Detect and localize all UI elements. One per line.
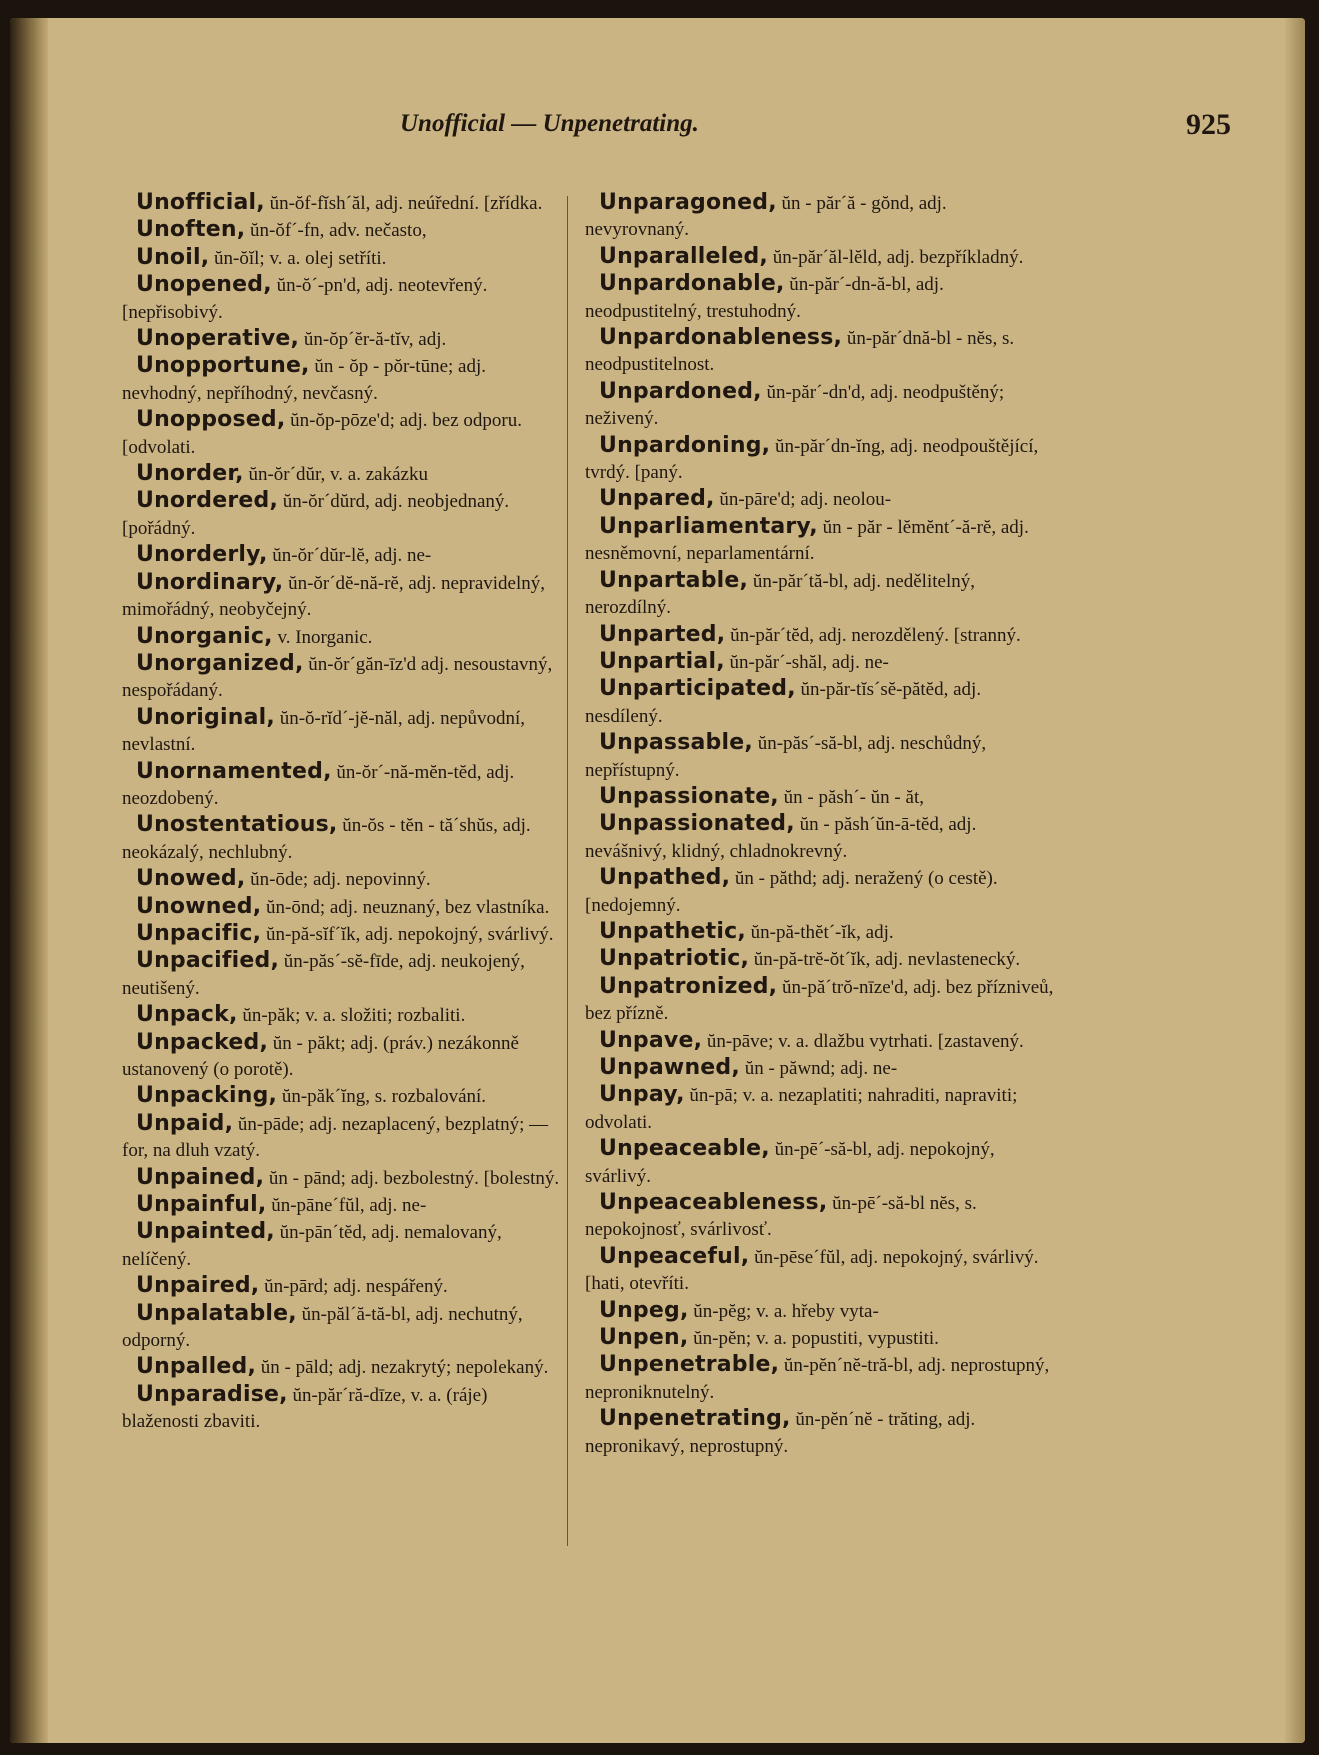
dictionary-entry bbox=[122, 1382, 567, 1436]
dictionary-entry bbox=[585, 1298, 1055, 1325]
entry-headword: Unorganic, bbox=[136, 623, 273, 649]
entry-definition: ŭn-ōnd; adj. neuznaný, bez vlastníka. bbox=[261, 896, 550, 918]
dictionary-entry bbox=[585, 271, 1055, 325]
dictionary-entry bbox=[585, 1055, 1055, 1082]
entry-definition: ŭn-ŏr´-nă-mĕn-tĕd, adj. neozdobený. bbox=[122, 761, 515, 809]
entry-headword: Unorganized, bbox=[136, 650, 304, 676]
entry-definition: ŭn-pāne´fŭl, adj. ne- bbox=[266, 1195, 427, 1217]
entry-definition: ŭn-păr´ră-dīze, v. a. (ráje) blaženosti zbaviti. bbox=[122, 1384, 488, 1433]
dictionary-entry bbox=[585, 730, 1055, 784]
dictionary-entry bbox=[585, 676, 1055, 730]
entry-headword: Unparagoned, bbox=[599, 190, 777, 215]
dictionary-entry bbox=[585, 1136, 1055, 1190]
entry-headword: Unpeg, bbox=[599, 1297, 689, 1323]
entry-headword: Unorder, bbox=[136, 461, 244, 487]
entry-headword: Unpartable, bbox=[599, 567, 749, 593]
entry-headword: Unornamented, bbox=[136, 758, 332, 784]
entry-headword: Unpatronized, bbox=[599, 973, 778, 999]
entry-definition: ŭn-pă´trŏ-nīze'd, adj. bez přízniveů, bez přízně. bbox=[585, 976, 1054, 1025]
entry-definition: ŭn - păkt; adj. (práv.) nezákonně ustanovený (o porotě). bbox=[122, 1032, 519, 1080]
entry-definition: ŭn-pĕg; v. a. hřeby vyta- bbox=[688, 1300, 879, 1322]
entry-definition: ŭn-pā; v. a. nezaplatiti; nahraditi, napraviti; odvolati. bbox=[585, 1085, 1018, 1133]
entry-definition: ŭn - păthd; adj. neražený (o cestě). [nedojemný. bbox=[585, 868, 998, 916]
entry-definition: ŭn-ŏf-fĭsh´ăl, adj. neúřední. [zřídka. bbox=[264, 193, 543, 214]
entry-headword: Unparalleled, bbox=[599, 243, 768, 269]
entry-definition: ŭn-pāde; adj. nezaplacený, bezplatný; — for, na dluh vzatý. bbox=[122, 1113, 549, 1162]
entry-headword: Unpainted, bbox=[136, 1219, 275, 1245]
dictionary-entry bbox=[122, 1111, 567, 1165]
entry-headword: Unpassionated, bbox=[599, 811, 795, 837]
right-column bbox=[585, 190, 1055, 1560]
dictionary-entry bbox=[585, 919, 1055, 946]
entry-definition: ŭn-pāre'd; adj. neolou- bbox=[714, 489, 892, 511]
entry-definition: ŭn-ŏr´dŭr-lĕ, adj. ne- bbox=[267, 545, 432, 567]
entry-headword: Unpalled, bbox=[136, 1354, 257, 1380]
entry-definition: ŭn-păr´-dn'd, adj. neodpuštěný; neživený. bbox=[585, 381, 1005, 430]
entry-definition: ŭn-pĕn; v. a. popustiti, vypustiti. bbox=[688, 1328, 939, 1350]
entry-headword: Unoriginal, bbox=[136, 704, 275, 730]
dictionary-entry bbox=[122, 461, 567, 488]
entry-headword: Unparadise, bbox=[136, 1381, 288, 1407]
entry-definition: ŭn-păr´tă-bl, adj. nedělitelný, nerozdílný. bbox=[585, 570, 975, 619]
entry-definition: ŭn-ōde; adj. nepovinný. bbox=[245, 869, 431, 891]
dictionary-entry bbox=[585, 974, 1055, 1028]
entry-headword: Unpawned, bbox=[599, 1055, 740, 1080]
entry-headword: Unpay, bbox=[599, 1082, 685, 1108]
dictionary-entry bbox=[122, 866, 567, 893]
entry-headword: Unostentatious, bbox=[136, 812, 338, 838]
dictionary-entry bbox=[122, 407, 567, 461]
entry-definition: ŭn - ŏp - pŏr-tūne; adj. nevhodný, nepříhodný, nevčasný. bbox=[122, 356, 487, 404]
entry-definition: ŭn - păsh´- ŭn - ăt, bbox=[778, 786, 924, 808]
entry-definition: ŭn-pă-trĕ-ŏt´ĭk, adj. nevlastenecký. bbox=[749, 949, 1021, 971]
dictionary-entry bbox=[122, 272, 567, 326]
dictionary-entry bbox=[122, 353, 567, 407]
entry-definition: ŭn-păr´-shăl, adj. ne- bbox=[724, 651, 889, 673]
entry-headword: Unparticipated, bbox=[599, 676, 796, 702]
dictionary-entry bbox=[122, 651, 567, 705]
dictionary-entry bbox=[122, 1192, 567, 1219]
dictionary-entry bbox=[122, 705, 567, 759]
dictionary-entry bbox=[122, 624, 567, 651]
entry-headword: Unopposed, bbox=[136, 407, 286, 433]
dictionary-entry bbox=[122, 570, 567, 624]
entry-headword: Unopened, bbox=[136, 272, 272, 298]
dictionary-entry bbox=[585, 1190, 1055, 1244]
dictionary-entry bbox=[585, 1325, 1055, 1352]
entry-definition: ŭn-pē´-să-bl, adj. nepokojný, svárlivý. bbox=[585, 1139, 995, 1187]
dictionary-entry bbox=[122, 217, 567, 244]
entry-headword: Unpacified, bbox=[136, 948, 280, 974]
entry-definition: v. Inorganic. bbox=[272, 626, 373, 648]
entry-headword: Unorderly, bbox=[136, 542, 268, 568]
entry-headword: Unpave, bbox=[599, 1027, 703, 1053]
running-title: Unofficial — Unpenetrating. bbox=[400, 110, 699, 137]
dictionary-entry bbox=[122, 1083, 567, 1110]
entry-headword: Unpalatable, bbox=[136, 1300, 297, 1326]
entry-definition: ŭn-ŏf´-fn, adv. nečasto, bbox=[245, 220, 427, 242]
entry-headword: Unordered, bbox=[136, 488, 279, 514]
entry-headword: Unpeaceable, bbox=[599, 1136, 770, 1162]
entry-headword: Unpainful, bbox=[136, 1192, 267, 1218]
entry-headword: Unpained, bbox=[136, 1164, 265, 1190]
entry-definition: ŭn-păr´tĕd, adj. nerozdělený. [stranný. bbox=[725, 624, 1021, 646]
dictionary-entry bbox=[122, 921, 567, 948]
entry-headword: Unpacking, bbox=[136, 1083, 278, 1109]
dictionary-entry bbox=[122, 812, 567, 866]
page-number: 925 bbox=[1186, 108, 1231, 141]
entry-definition: ŭn-ŏr´dŭrd, adj. neobjednaný. [pořádný. bbox=[122, 491, 510, 539]
entry-definition: ŭn-păk; v. a. složiti; rozbaliti. bbox=[237, 1005, 466, 1027]
book-spine-shadow bbox=[10, 18, 48, 1743]
entry-headword: Unoperative, bbox=[136, 326, 300, 352]
entry-headword: Unpeaceableness, bbox=[599, 1190, 828, 1216]
dictionary-entry bbox=[585, 568, 1055, 622]
dictionary-entry bbox=[585, 486, 1055, 513]
dictionary-entry bbox=[122, 1219, 567, 1273]
dictionary-entry bbox=[122, 190, 567, 217]
dictionary-entry bbox=[122, 1002, 567, 1029]
dictionary-entry bbox=[122, 948, 567, 1002]
dictionary-entry bbox=[122, 894, 567, 921]
entry-headword: Unofficial, bbox=[136, 190, 265, 215]
page-header bbox=[10, 110, 1305, 150]
entry-headword: Unpeaceful, bbox=[599, 1243, 750, 1269]
entry-definition: ŭn-pān´tĕd, adj. nemalovaný, nelíčený. bbox=[122, 1222, 502, 1270]
dictionary-entry bbox=[585, 1082, 1055, 1136]
entry-definition: ŭn-ŏr´dĕ-nă-rĕ, adj. nepravidelný, mimořádný, neobyčejný. bbox=[122, 572, 545, 621]
entry-headword: Unpassionate, bbox=[599, 783, 779, 809]
entry-definition: ŭn-ŏp´ĕr-ă-tĭv, adj. bbox=[299, 329, 447, 351]
entry-headword: Unpaid, bbox=[136, 1110, 234, 1136]
dictionary-entry bbox=[122, 326, 567, 353]
entry-headword: Unpardoned, bbox=[599, 378, 762, 404]
entry-definition: ŭn-ŏĭl; v. a. olej setříti. bbox=[209, 247, 387, 269]
entry-headword: Unpenetrating, bbox=[599, 1406, 791, 1432]
entry-definition: ŭn-pă-sĭf´ĭk, adj. nepokojný, svárlivý. bbox=[261, 923, 554, 945]
entry-definition: ŭn - păr - lĕmĕnt´-ă-rĕ, adj. nesněmovní, neparlamentární. bbox=[585, 516, 1029, 565]
entry-headword: Unpardonableness, bbox=[599, 325, 843, 351]
dictionary-entry bbox=[585, 379, 1055, 433]
entry-definition: ŭn-păk´ĭng, s. rozbalování. bbox=[277, 1086, 487, 1108]
dictionary-entry bbox=[585, 1352, 1055, 1406]
dictionary-entry bbox=[122, 759, 567, 813]
entry-definition: ŭn - pānd; adj. bezbolestný. [bolestný. bbox=[264, 1167, 560, 1189]
dictionary-entry bbox=[585, 1028, 1055, 1055]
entry-headword: Unpardonable, bbox=[599, 271, 785, 297]
entry-headword: Unopportune, bbox=[136, 353, 310, 379]
column-divider bbox=[567, 196, 568, 1546]
entry-headword: Unpaired, bbox=[136, 1273, 260, 1299]
entry-definition: ŭn - păwnd; adj. ne- bbox=[739, 1058, 898, 1079]
dictionary-entry bbox=[585, 244, 1055, 271]
entry-definition: ŭn-pārd; adj. nespářený. bbox=[259, 1276, 448, 1298]
entry-definition: ŭn-păs´-sĕ-fīde, adj. neukojený, neutišený. bbox=[122, 951, 525, 999]
entry-headword: Unpartial, bbox=[599, 648, 725, 674]
entry-headword: Unpen, bbox=[599, 1325, 689, 1351]
entry-definition: ŭn-pēse´fŭl, adj. nepokojný, svárlivý. [hati, otevříti. bbox=[585, 1246, 1039, 1295]
entry-definition: ŭn-păr´ăl-lĕld, adj. bezpříkladný. bbox=[768, 246, 1024, 268]
entry-definition: ŭn-păr-tĭs´sĕ-pătĕd, adj. nesdílený. bbox=[585, 679, 982, 727]
entry-headword: Unpared, bbox=[599, 486, 715, 512]
dictionary-entry bbox=[122, 1301, 567, 1355]
entry-definition: ŭn-pă-thĕt´-ĭk, adj. bbox=[745, 921, 894, 943]
entry-definition: ŭn-pĕn´nĕ - trăting, adj. nepronikavý, neprostupný. bbox=[585, 1409, 976, 1457]
entry-headword: Unpacific, bbox=[136, 920, 262, 946]
dictionary-entry bbox=[585, 1244, 1055, 1298]
entry-headword: Unpardoning, bbox=[599, 432, 771, 458]
page-edge bbox=[1285, 18, 1305, 1743]
dictionary-entry bbox=[585, 325, 1055, 379]
entry-headword: Unowned, bbox=[136, 893, 262, 919]
entry-definition: ŭn-ŏp-pōze'd; adj. bez odporu. [odvolati. bbox=[122, 410, 523, 458]
entry-definition: ŭn-ŏr´dŭr, v. a. zakázku bbox=[243, 464, 428, 486]
entry-headword: Unoil, bbox=[136, 244, 210, 270]
dictionary-entry bbox=[122, 1165, 567, 1192]
entry-definition: ŭn-ŏ´-pn'd, adj. neotevřený. [nepřisobivý. bbox=[122, 275, 488, 323]
dictionary-entry bbox=[122, 1030, 567, 1084]
entry-headword: Unpatriotic, bbox=[599, 946, 749, 972]
entry-definition: ŭn-pē´-să-bl nĕs, s. nepokojnosť, svárlivosť. bbox=[585, 1193, 977, 1241]
dictionary-entry bbox=[585, 865, 1055, 919]
dictionary-entry bbox=[585, 622, 1055, 649]
entry-headword: Unpacked, bbox=[136, 1029, 269, 1055]
dictionary-entry bbox=[585, 946, 1055, 973]
dictionary-entry bbox=[585, 1406, 1055, 1460]
entry-headword: Unpathed, bbox=[599, 865, 731, 891]
dictionary-entry bbox=[585, 784, 1055, 811]
entry-definition: ŭn-păs´-să-bl, adj. neschůdný, nepřístupný. bbox=[585, 733, 987, 781]
entry-definition: ŭn - păsh´ŭn-ā-tĕd, adj. nevášnivý, klidný, chladnokrevný. bbox=[585, 814, 977, 862]
dictionary-entry bbox=[122, 1273, 567, 1300]
entry-definition: ŭn - pāld; adj. nezakrytý; nepolekaný. bbox=[256, 1357, 549, 1379]
entry-headword: Unparliamentary, bbox=[599, 513, 818, 539]
left-column bbox=[122, 190, 567, 1560]
dictionary-entry bbox=[122, 1354, 567, 1381]
entry-definition: ŭn-păl´ă-tă-bl, adj. nechutný, odporný. bbox=[122, 1303, 523, 1352]
entry-headword: Unpathetic, bbox=[599, 918, 746, 944]
entry-headword: Unpenetrable, bbox=[599, 1352, 780, 1378]
dictionary-entry bbox=[585, 190, 1055, 244]
dictionary-entry bbox=[122, 245, 567, 272]
dictionary-entry bbox=[585, 649, 1055, 676]
entry-definition: ŭn-pĕn´nĕ-tră-bl, adj. neprostupný, neproniknutelný. bbox=[585, 1355, 1050, 1403]
dictionary-entry bbox=[585, 514, 1055, 568]
dictionary-page bbox=[10, 18, 1305, 1743]
entry-definition: ŭn-ŏs - tĕn - tă´shŭs, adj. neokázalý, nechlubný. bbox=[122, 815, 531, 863]
entry-definition: ŭn-pāve; v. a. dlažbu vytrhati. [zastavený. bbox=[702, 1030, 1024, 1052]
entry-headword: Unpack, bbox=[136, 1002, 238, 1028]
entry-definition: ŭn-ŏ-rĭd´-jĕ-năl, adj. nepůvodní, nevlastní. bbox=[122, 707, 526, 756]
entry-definition: ŭn-păr´-dn-ă-bl, adj. neodpustitelný, trestuhodný. bbox=[585, 274, 944, 322]
dictionary-entry bbox=[585, 811, 1055, 865]
entry-definition: ŭn - păr´ă - gŏnd, adj. nevyrovnaný. bbox=[585, 193, 947, 241]
dictionary-entry bbox=[122, 542, 567, 569]
entry-definition: ŭn-păr´dn-ĭng, adj. neodpouštějící, tvrdý. [paný. bbox=[585, 435, 1039, 484]
entry-headword: Unoften, bbox=[136, 217, 246, 243]
entry-definition: ŭn-păr´dnă-bl - nĕs, s. neodpustitelnost. bbox=[585, 328, 1015, 376]
entry-headword: Unowed, bbox=[136, 866, 246, 892]
dictionary-entry bbox=[122, 488, 567, 542]
dictionary-entry bbox=[585, 433, 1055, 487]
entry-definition: ŭn-ŏr´găn-īz'd adj. nesoustavný, nespořádaný. bbox=[122, 653, 553, 702]
entry-headword: Unordinary, bbox=[136, 569, 284, 595]
entry-headword: Unparted, bbox=[599, 621, 726, 647]
entry-headword: Unpassable, bbox=[599, 730, 753, 756]
